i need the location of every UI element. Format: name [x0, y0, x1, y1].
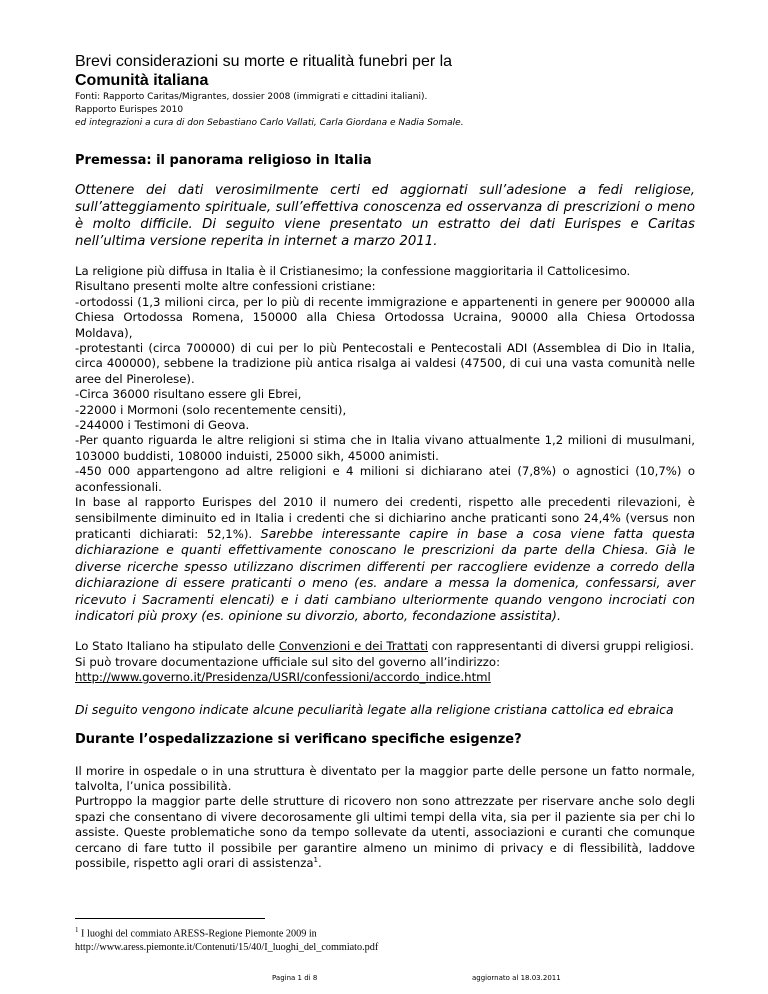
footnote-url[interactable]: http://www.aress.piemonte.it/Contenuti/15/40/I_luoghi_del_commiato.pdf	[75, 942, 379, 954]
stat-line: -Circa 36000 risultano essere gli Ebrei,	[75, 387, 302, 402]
religion-statistics	[75, 264, 695, 624]
hospital-paragraph-1: Il morire in ospedale o in una struttura è diventato per la maggior parte delle persone un fatto normale, talvolta, l’unica possibilità.	[75, 763, 695, 793]
hospital-text-end: .	[318, 856, 322, 870]
footnote-reference[interactable]: 1	[313, 856, 318, 865]
stat-line: Risultano presenti molte altre confessioni cristiane:	[75, 279, 376, 294]
stat-line: -244000 i Testimoni di Geova.	[75, 418, 250, 433]
document-page	[75, 52, 695, 871]
stat-line: -22000 i Mormoni (solo recentemente censiti),	[75, 402, 347, 417]
hospital-paragraph-2	[75, 794, 695, 871]
document-title: Brevi considerazioni su morte e ritualità funebri per la	[75, 53, 453, 70]
section-heading-hospital: Durante l’ospedalizzazione si verificano specifiche esigenze?	[75, 731, 522, 747]
eurispes-paragraph	[75, 495, 695, 624]
stat-line: -Per quanto riguarda le altre religioni si stima che in Italia vivano attualmente 1,2 milioni di musulmani, 103000 buddisti, 108000 induisti, 25000 sikh, 45000 animisti.	[75, 433, 695, 463]
page-number: Pagina 1 di 8	[272, 974, 318, 982]
eurispes-comment: Sarebbe interessante capire in base a cosa viene fatta questa dichiarazione e quanti effettivamente conoscano le prescrizioni da parte della Chiesa. Già le diverse ricerche spesso utilizzano discrimen differenti per raccogliere evidenze a corredo della dichiarazione di essere praticanti o meno (es. andare a messa la domenica, confessarsi, aver ricevuto i Sacramenti elencati) e i dati cambiano ulteriormente quando vengono incrociati con indicatori più proxy (es. opinione su divorzio, aborto, fecondazione assistita).	[75, 525, 696, 623]
convenzioni-link[interactable]: Convenzioni e dei Trattati	[278, 639, 428, 654]
source-line: Fonti: Rapporto Caritas/Migrantes, dossier 2008 (immigrati e cittadini italiani).	[75, 92, 428, 102]
stat-line: -450 000 appartengono ad altre religioni e 4 milioni si dichiarano atei (7,8%) o agnostici (10,7%) o aconfessionali.	[75, 464, 695, 494]
footnote-number: 1	[75, 926, 79, 934]
intro-paragraph: Ottenere dei dati verosimilmente certi ed aggiornati sull’adesione a fedi religiose, sull’atteggiamento spirituale, sull’effettiva conoscenza ed osservanza di prescrizioni o meno è molto difficile. Di seguito viene presentato un estratto dei dati Eurispes e Caritas nell’ultima versione reperita in internet a marzo 2011.	[75, 183, 695, 249]
stato-text-end: con rappresentanti di diversi gruppi religiosi.	[427, 639, 694, 654]
stat-line: La religione più diffusa in Italia è il Cristianesimo; la confessione maggioritaria il Cattolicesimo.	[75, 264, 631, 278]
stat-line: -protestanti (circa 700000) di cui per lo più Pentecostali e Pentecostali ADI (Assemblea di Dio in Italia, circa 400000), sebbene la tradizione più antica risalga ai valdesi (47500, di cui una vasta comunità nelle aree del Pinerolese).	[75, 341, 695, 386]
credits-line: ed integrazioni a cura di don Sebastiano Carlo Vallati, Carla Giordana e Nadia Somale.	[75, 118, 464, 128]
stat-line: -ortodossi (1,3 milioni circa, per lo più di recente immigrazione e appartenenti in genere per 900000 alla Chiesa Ortodossa Romena, 150000 alla Chiesa Ortodossa Ucraina, 90000 alla Chiesa Ortodossa Moldava),	[75, 294, 695, 340]
peculiarita-line: Di seguito vengono indicate alcune peculiarità legate alla religione cristiana cattolica ed ebraica	[75, 701, 674, 717]
hospital-text: Purtroppo la maggior parte delle strutture di ricovero non sono attrezzate per riservare anche solo degli spazi che consentano di vivere decorosamente gli ultimi tempi della vita, sia per il paziente sia per chi lo assiste. Queste problematiche sono da tempo sollevate da utenti, associazioni e curanti che comunque cercano di fare tutto il possibile per garantire almeno un minimo di privacy e di flessibilità, laddove possibile, rispetto agli orari di assistenza	[75, 794, 695, 870]
governo-url-link[interactable]: http://www.governo.it/Presidenza/USRI/confessioni/accordo_indice.html	[75, 670, 491, 685]
update-date: aggiornato al 18.03.2011	[472, 974, 561, 982]
stato-text: Lo Stato Italiano ha stipulato delle	[75, 639, 279, 654]
documentation-line: Si può trovare documentazione ufficiale sul sito del governo all’indirizzo:	[75, 654, 501, 669]
eurispes-text: In base al rapporto Eurispes del 2010 il numero dei credenti, rispetto alle precedenti rilevazioni, è sensibilmente diminuito ed in Italia i credenti che si dichiarino anche praticanti sono 24,4% (versus non praticanti dichiarati: 52,1%).	[75, 495, 695, 541]
section-heading: Premessa: il panorama religioso in Italia	[75, 153, 372, 168]
footnote-text: I luoghi del commiato ARESS-Regione Piemonte 2009 in	[78, 928, 317, 940]
footnote-line	[75, 923, 695, 941]
document-subtitle: Comunità italiana	[75, 72, 209, 89]
stato-paragraph	[75, 639, 695, 654]
source-line: Rapporto Eurispes 2010	[75, 105, 184, 115]
footnote	[75, 923, 695, 955]
footnote-divider	[75, 918, 265, 919]
